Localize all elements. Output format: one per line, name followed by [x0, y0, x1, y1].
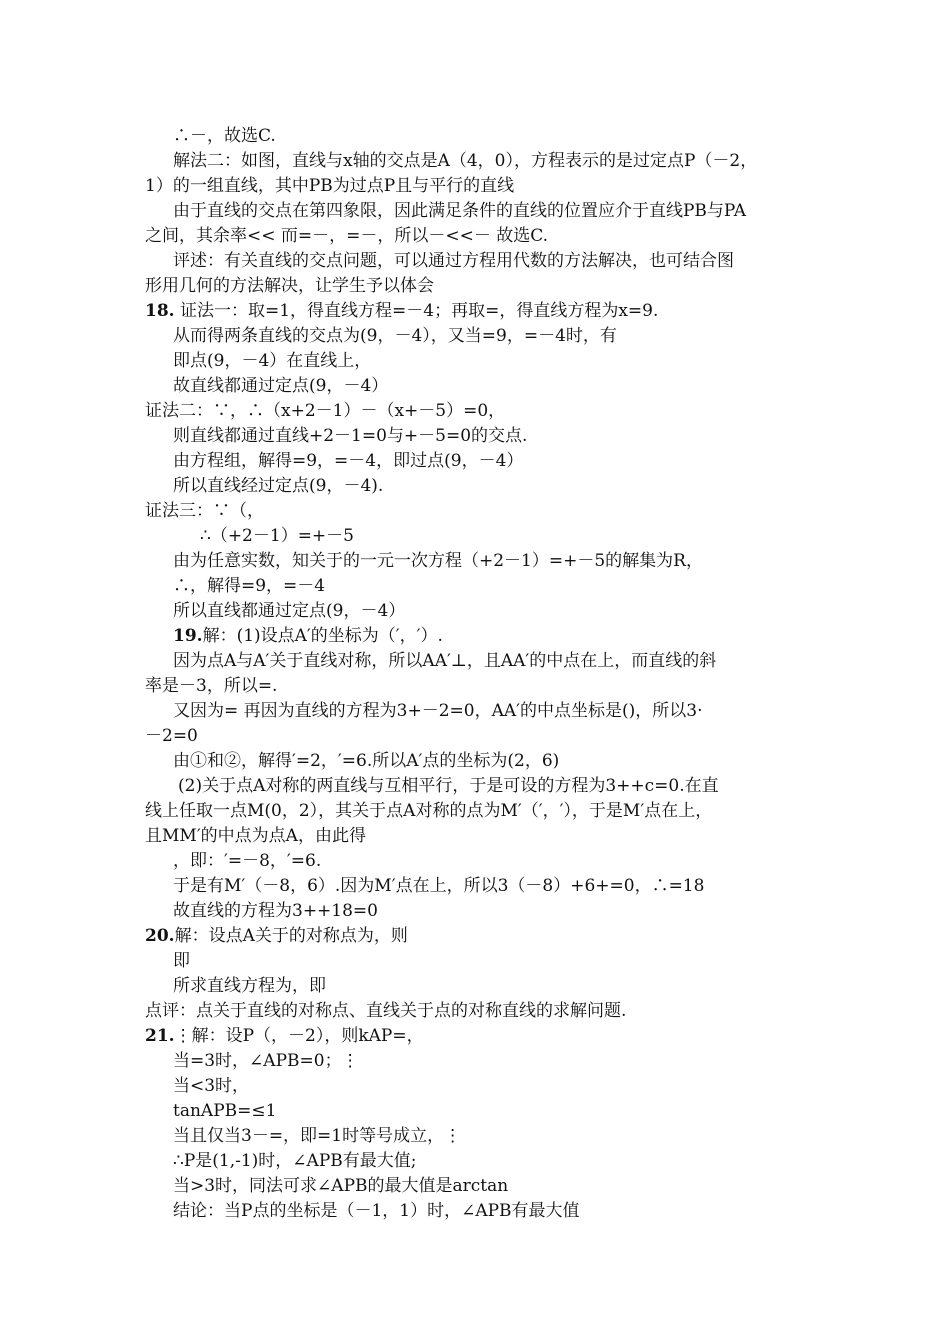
problem-20-line [145, 924, 408, 948]
text-line: 即 [173, 951, 190, 971]
text-line: 点评：点关于直线的对称点、直线关于点的对称直线的求解问题. [145, 1001, 627, 1021]
text-line: 之间，其余率<< 而=－，=－，所以－<<－ 故选C. [145, 226, 549, 246]
text-line: (2)关于点A对称的两直线与互相平行，于是可设的方程为3++c=0.在直 [178, 776, 719, 796]
text-line: 故直线都通过定点(9，－4） [173, 376, 389, 396]
text-line: 所以直线经过定点(9，－4). [173, 476, 384, 496]
text-line: 解法二：如图，直线与x轴的交点是A（4，0），方程表示的是过定点P（－2， [173, 151, 758, 171]
text-line: 当>3时，同法可求∠APB的最大值是arctan [173, 1176, 509, 1196]
text-line: 从而得两条直线的交点为(9，－4），又当=9，=－4时，有 [173, 326, 617, 346]
text-line: 所求直线方程为，即 [173, 976, 326, 996]
text-line: 由为任意实数，知关于的一元一次方程（+2－1）=+－5的解集为R， [173, 551, 703, 571]
text-line: ∴－，故选C. [173, 126, 276, 146]
text-line: 证法一：取=1，得直线方程=－4；再取=，得直线方程为x=9. [174, 301, 659, 321]
text-line: 故直线的方程为3++18=0 [173, 901, 378, 921]
text-line: 评述：有关直线的交点问题，可以通过方程用代数的方法解决，也可结合图 [173, 251, 734, 271]
text-line: 即点(9，－4）在直线上， [173, 351, 372, 371]
text-line: ∴P是(1,-1)时，∠APB有最大值; [173, 1151, 417, 1171]
text-line: ∴（+2－1）=+－5 [200, 526, 354, 546]
text-line: 解：设点A关于的对称点为，则 [174, 926, 408, 946]
problem-number: 21. [145, 1026, 175, 1046]
text-line: 形用几何的方法解决，让学生予以体会 [145, 276, 434, 296]
problem-21-line [145, 1024, 424, 1048]
text-line: －2=0 [145, 726, 198, 746]
text-line: 于是有M′（－8，6）.因为M′点在上，所以3（－8）+6+=0，∴=18 [173, 876, 705, 896]
problem-number: 18. [145, 301, 175, 321]
text-line: 由于直线的交点在第四象限，因此满足条件的直线的位置应介于直线PB与PA [173, 201, 747, 221]
text-line: 当且仅当3－=，即=1时等号成立，⋮ [173, 1126, 462, 1146]
text-line: 则直线都通过直线+2－1=0与+－5=0的交点. [173, 426, 528, 446]
text-line: ∴，解得=9，=－4 [173, 576, 326, 596]
problem-number: 19. [173, 626, 203, 646]
text-line: 所以直线都通过定点(9，－4） [173, 601, 406, 621]
text-line: 又因为= 再因为直线的方程为3+－2=0，AA′的中点坐标是()，所以3· [173, 701, 703, 721]
text-line: 因为点A与A′关于直线对称，所以AA′⊥，且AA′的中点在上，而直线的斜 [173, 651, 717, 671]
problem-19-line [173, 624, 443, 648]
text-line: 由方程组，解得=9，=－4，即过点(9，－4） [173, 451, 524, 471]
text-line: 线上任取一点M(0，2），其关于点A对称的点为M′（′，′），于是M′点在上， [145, 801, 713, 821]
text-line: tanAPB=≤1 [173, 1101, 277, 1121]
text-line: 当<3时， [173, 1076, 250, 1096]
text-line: ⋮解：设P（，－2），则kAP=， [174, 1026, 424, 1046]
problem-number: 20. [145, 926, 175, 946]
text-line: 当=3时，∠APB=0；⋮ [173, 1051, 359, 1071]
text-line: 率是－3，所以=. [145, 676, 278, 696]
text-line: 解：(1)设点A′的坐标为（′，′）. [202, 626, 443, 646]
problem-18-line [145, 299, 658, 323]
text-line: 证法三：∵（， [145, 501, 264, 521]
text-line: 证法二：∵，∴（x+2－1）－（x+－5）=0， [145, 401, 506, 421]
text-line: 1）的一组直线，其中PB为过点P且与平行的直线 [145, 176, 515, 196]
text-line: 结论：当P点的坐标是（－1，1）时，∠APB有最大值 [173, 1201, 580, 1221]
text-line: 由①和②，解得′=2，′=6.所以A′点的坐标为(2，6) [173, 751, 560, 771]
text-line: 且MM′的中点为点A，由此得 [145, 826, 366, 846]
text-line: ，即：′=－8，′=6. [173, 851, 322, 871]
